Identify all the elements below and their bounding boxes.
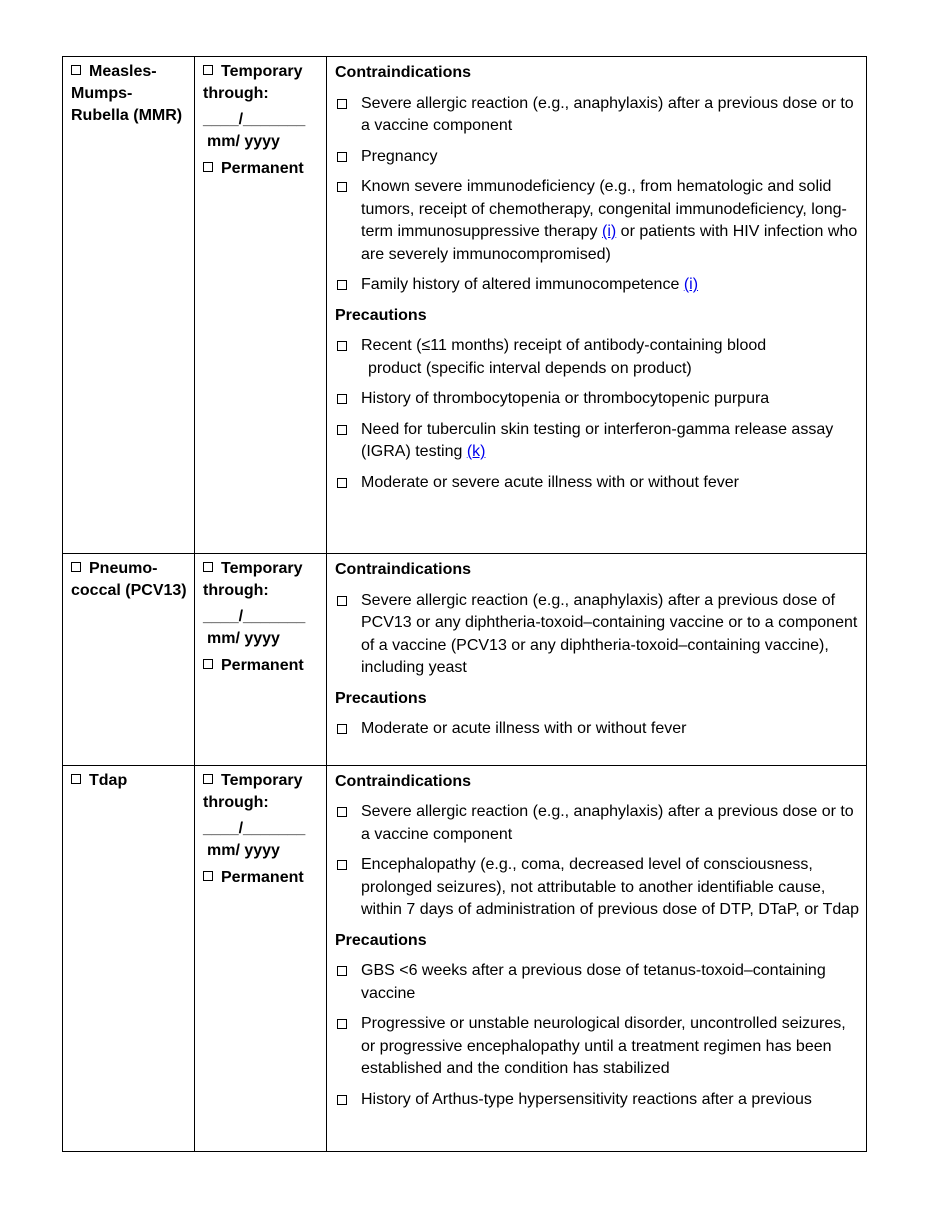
list-item[interactable]: Severe allergic reaction (e.g., anaphylaxis) after a previous dose or to a vaccine component [335,93,860,138]
checkbox-icon[interactable] [203,871,213,881]
checkbox-icon[interactable] [337,860,347,870]
checkbox-icon[interactable] [71,774,81,784]
list-item[interactable]: Recent (≤11 months) receipt of antibody-containing blood product (specific interval depends on product) [335,335,860,380]
temporary-option[interactable]: Temporary [203,61,324,83]
list-item[interactable]: Encephalopathy (e.g., coma, decreased level of consciousness, prolonged seizures), not attributable to another identifiable cause, within 7 days of administration of previous dose of DTP, DTaP, or Tdap [335,854,860,922]
checkbox-icon[interactable] [337,152,347,162]
contraindications-heading: Contraindications [335,772,472,790]
conditions-cell [327,57,867,554]
list-item[interactable]: History of Arthus-type hypersensitivity reactions after a previous [335,1089,860,1112]
permanent-option[interactable]: Permanent [203,655,324,677]
conditions-cell [327,765,867,1151]
vaccine-cell [63,57,195,554]
list-item[interactable]: Severe allergic reaction (e.g., anaphylaxis) after a previous dose of PCV13 or any diphtheria-toxoid–containing vaccine or to a component of a vaccine (PCV13 or any diphtheria-toxoid–containing vaccine), including yeast [335,590,860,680]
permanent-option[interactable]: Permanent [203,158,324,180]
checkbox-icon[interactable] [337,724,347,734]
date-format: mm/ yyyy [207,841,280,859]
checkbox-icon[interactable] [203,65,213,75]
vaccine-mmr[interactable] [63,57,194,127]
list-item[interactable]: Pregnancy [335,146,860,169]
date-blank[interactable]: ____/_______ [203,819,306,837]
checkbox-icon[interactable] [203,562,213,572]
date-format: mm/ yyyy [207,133,280,150]
vaccine-name: Measles-Mumps-Rubella (MMR) [71,63,183,124]
checkbox-icon[interactable] [337,182,347,192]
temporary-option[interactable]: Temporary [203,770,324,792]
vaccine-tdap[interactable] [63,766,194,792]
list-item[interactable]: Known severe immunodeficiency (e.g., from hematologic and solid tumors, receipt of chemotherapy, congenital immunodeficiency, long-term immunosuppressive therapy (i) or patients with HIV infection who are severely immunocompromised) [335,176,860,266]
through-label: through: [203,793,269,811]
checkbox-icon[interactable] [337,280,347,290]
checkbox-icon[interactable] [203,162,213,172]
contraindications-heading: Contraindications [335,561,472,578]
precautions-heading: Precautions [335,306,427,324]
vaccine-name: Pneumo-coccal (PCV13) [71,560,187,599]
table-row-pcv13 [63,554,867,766]
checkbox-icon[interactable] [337,1019,347,1029]
vaccine-cell [63,765,195,1151]
checkbox-icon[interactable] [337,394,347,404]
list-item[interactable]: History of thrombocytopenia or thrombocytopenic purpura [335,388,860,411]
temporary-option[interactable]: Temporary [203,558,324,580]
checkbox-icon[interactable] [337,807,347,817]
checkbox-icon[interactable] [337,596,347,606]
through-label: through: [203,85,269,102]
through-label: through: [203,582,269,599]
date-format: mm/ yyyy [207,630,280,647]
list-item[interactable]: Family history of altered immunocompetence (i) [335,274,860,297]
checkbox-icon[interactable] [337,425,347,435]
checkbox-icon[interactable] [71,65,81,75]
precautions-heading: Precautions [335,931,427,949]
checkbox-icon[interactable] [337,966,347,976]
footnote-link-i[interactable]: (i) [602,223,617,240]
conditions-cell [327,554,867,766]
checkbox-icon[interactable] [71,562,81,572]
list-item[interactable]: Moderate or severe acute illness with or without fever [335,472,860,495]
table-row-mmr [63,57,867,554]
precautions-heading: Precautions [335,689,427,707]
checkbox-icon[interactable] [337,341,347,351]
checkbox-icon[interactable] [337,99,347,109]
status-cell [195,554,327,766]
status-cell [195,57,327,554]
contraindications-heading: Contraindications [335,64,472,81]
vaccine-contraindications-table [62,56,867,1152]
list-item[interactable]: Severe allergic reaction (e.g., anaphylaxis) after a previous dose or to a vaccine component [335,801,860,846]
vaccine-pcv13[interactable] [63,554,194,602]
list-item[interactable]: Need for tuberculin skin testing or interferon-gamma release assay (IGRA) testing (k) [335,419,860,464]
vaccine-cell [63,554,195,766]
checkbox-icon[interactable] [337,478,347,488]
permanent-option[interactable]: Permanent [203,867,324,889]
table-row-tdap [63,765,867,1151]
status-cell [195,765,327,1151]
checkbox-icon[interactable] [337,1095,347,1105]
list-item[interactable]: GBS <6 weeks after a previous dose of tetanus-toxoid–containing vaccine [335,960,860,1005]
list-item[interactable]: Moderate or acute illness with or without fever [335,718,860,741]
date-blank[interactable]: ____/_______ [203,608,306,625]
date-blank[interactable]: ____/_______ [203,111,306,128]
checkbox-icon[interactable] [203,774,213,784]
vaccine-name: Tdap [89,771,128,789]
list-item[interactable]: Progressive or unstable neurological disorder, uncontrolled seizures, or progressive encephalopathy until a treatment regimen has been established and the condition has stabilized [335,1013,860,1081]
footnote-link-i[interactable]: (i) [683,276,699,293]
footnote-link-k[interactable]: (k) [466,443,486,460]
checkbox-icon[interactable] [203,659,213,669]
